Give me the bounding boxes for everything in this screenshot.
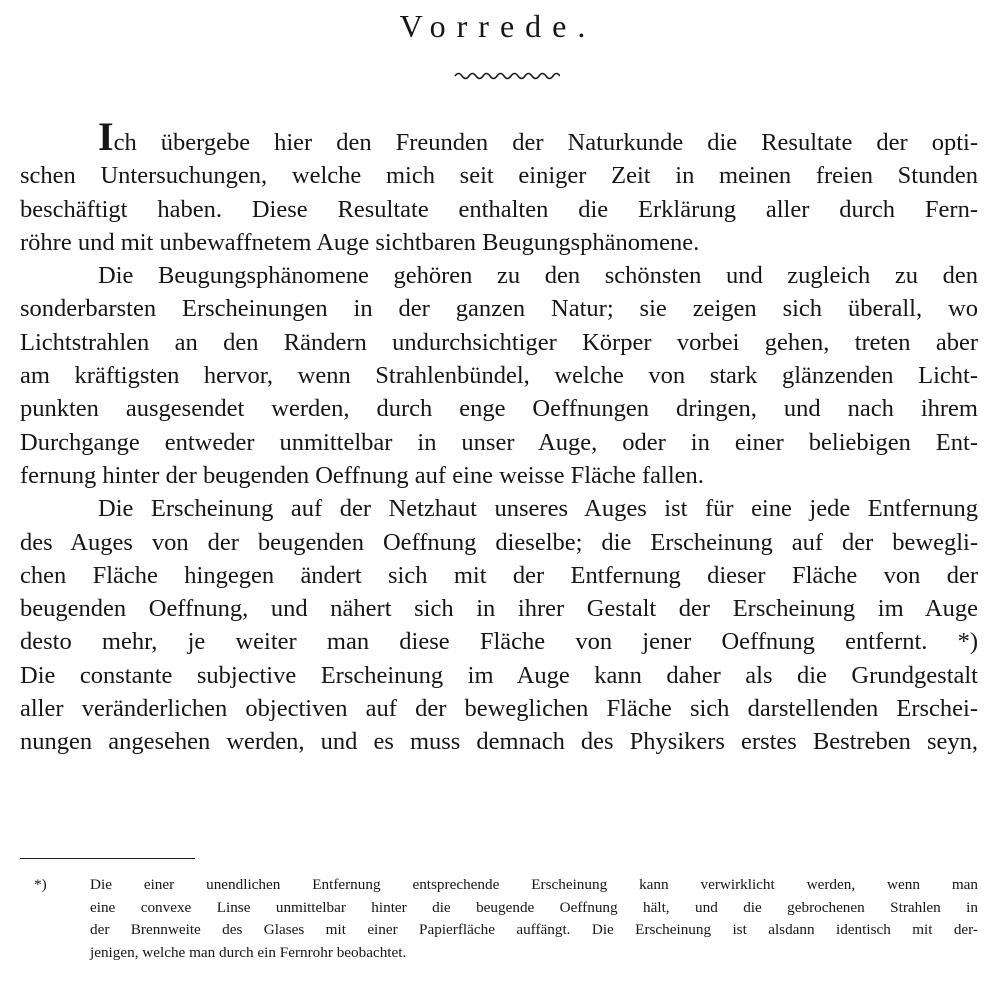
main-text: [20, 114, 978, 759]
text-line: sonderbarsten Erscheinungen in der ganzen Natur; sie zeigen sich überall, wo: [20, 295, 978, 323]
footnote-line: jenigen, welche man durch ein Fernrohr beobachtet.: [90, 943, 407, 961]
text-line: punkten ausgesendet werden, durch enge Oeffnungen dringen, und nach ihrem: [20, 395, 978, 423]
footnote-marker: *): [34, 876, 47, 893]
footnote-line: *) Die einer unendlichen Entfernung entsprechende Erscheinung kann verwirklicht werden, wenn man: [34, 874, 978, 897]
paragraph-2: [20, 259, 978, 492]
text-line: desto mehr, je weiter man diese Fläche von jener Oeffnung entfernt. *): [20, 628, 978, 656]
text-line: Ich übergebe hier den Freunden der Naturkunde die Resultate der opti-: [98, 114, 978, 159]
text-line: chen Fläche hingegen ändert sich mit der Entfernung dieser Fläche von der: [20, 561, 978, 589]
text-line: röhre und mit unbewaffnetem Auge sichtbaren Beugungsphänomene.: [20, 228, 700, 256]
text-line: Lichtstrahlen an den Rändern undurchsichtiger Körper vorbei gehen, treten aber: [20, 328, 978, 356]
text-line: Durchgange entweder unmittelbar in unser Auge, oder in einer beliebigen Ent-: [20, 428, 978, 456]
footnote-line: eine convexe Linse unmittelbar hinter die beugende Oeffnung hält, und die gebrochenen Strahlen in: [90, 898, 978, 916]
footnote-divider: [20, 858, 195, 859]
footnote: [34, 874, 978, 964]
text-line: fernung hinter der beugenden Oeffnung auf eine weisse Fläche fallen.: [20, 461, 704, 489]
text-line: aller veränderlichen objectiven auf der beweglichen Fläche sich darstellenden Erschei-: [20, 695, 978, 723]
text-line: des Auges von der beugenden Oeffnung dieselbe; die Erscheinung auf der bewegli-: [20, 528, 978, 556]
text-line: am kräftigsten hervor, wenn Strahlenbündel, welche von stark glänzenden Licht-: [20, 362, 978, 390]
paragraph-1: [20, 114, 978, 259]
text-line: schen Untersuchungen, welche mich seit einiger Zeit in meinen freien Stunden: [20, 162, 978, 190]
drop-cap: I: [98, 114, 114, 159]
text-line: Die Erscheinung auf der Netzhaut unseres Auges ist für eine jede Entfernung: [98, 495, 978, 523]
paragraph-3: [20, 492, 978, 758]
text-line: beschäftigt haben. Diese Resultate enthalten die Erklärung aller durch Fern-: [20, 195, 978, 223]
footnote-line: der Brennweite des Glases mit einer Papierfläche auffängt. Die Erscheinung ist alsdann identisch mit der-: [90, 921, 978, 938]
page-title: Vorrede.: [399, 8, 597, 44]
text-line: Die constante subjective Erscheinung im Auge kann daher als die Grundgestalt: [20, 661, 978, 689]
wavy-ornament: [454, 70, 560, 82]
text-line: beugenden Oeffnung, und nähert sich in ihrer Gestalt der Erscheinung im Auge: [20, 595, 978, 623]
text-line: nungen angesehen werden, und es muss demnach des Physikers erstes Bestreben seyn,: [20, 728, 978, 756]
text-line: Die Beugungsphänomene gehören zu den schönsten und zugleich zu den: [98, 262, 978, 290]
